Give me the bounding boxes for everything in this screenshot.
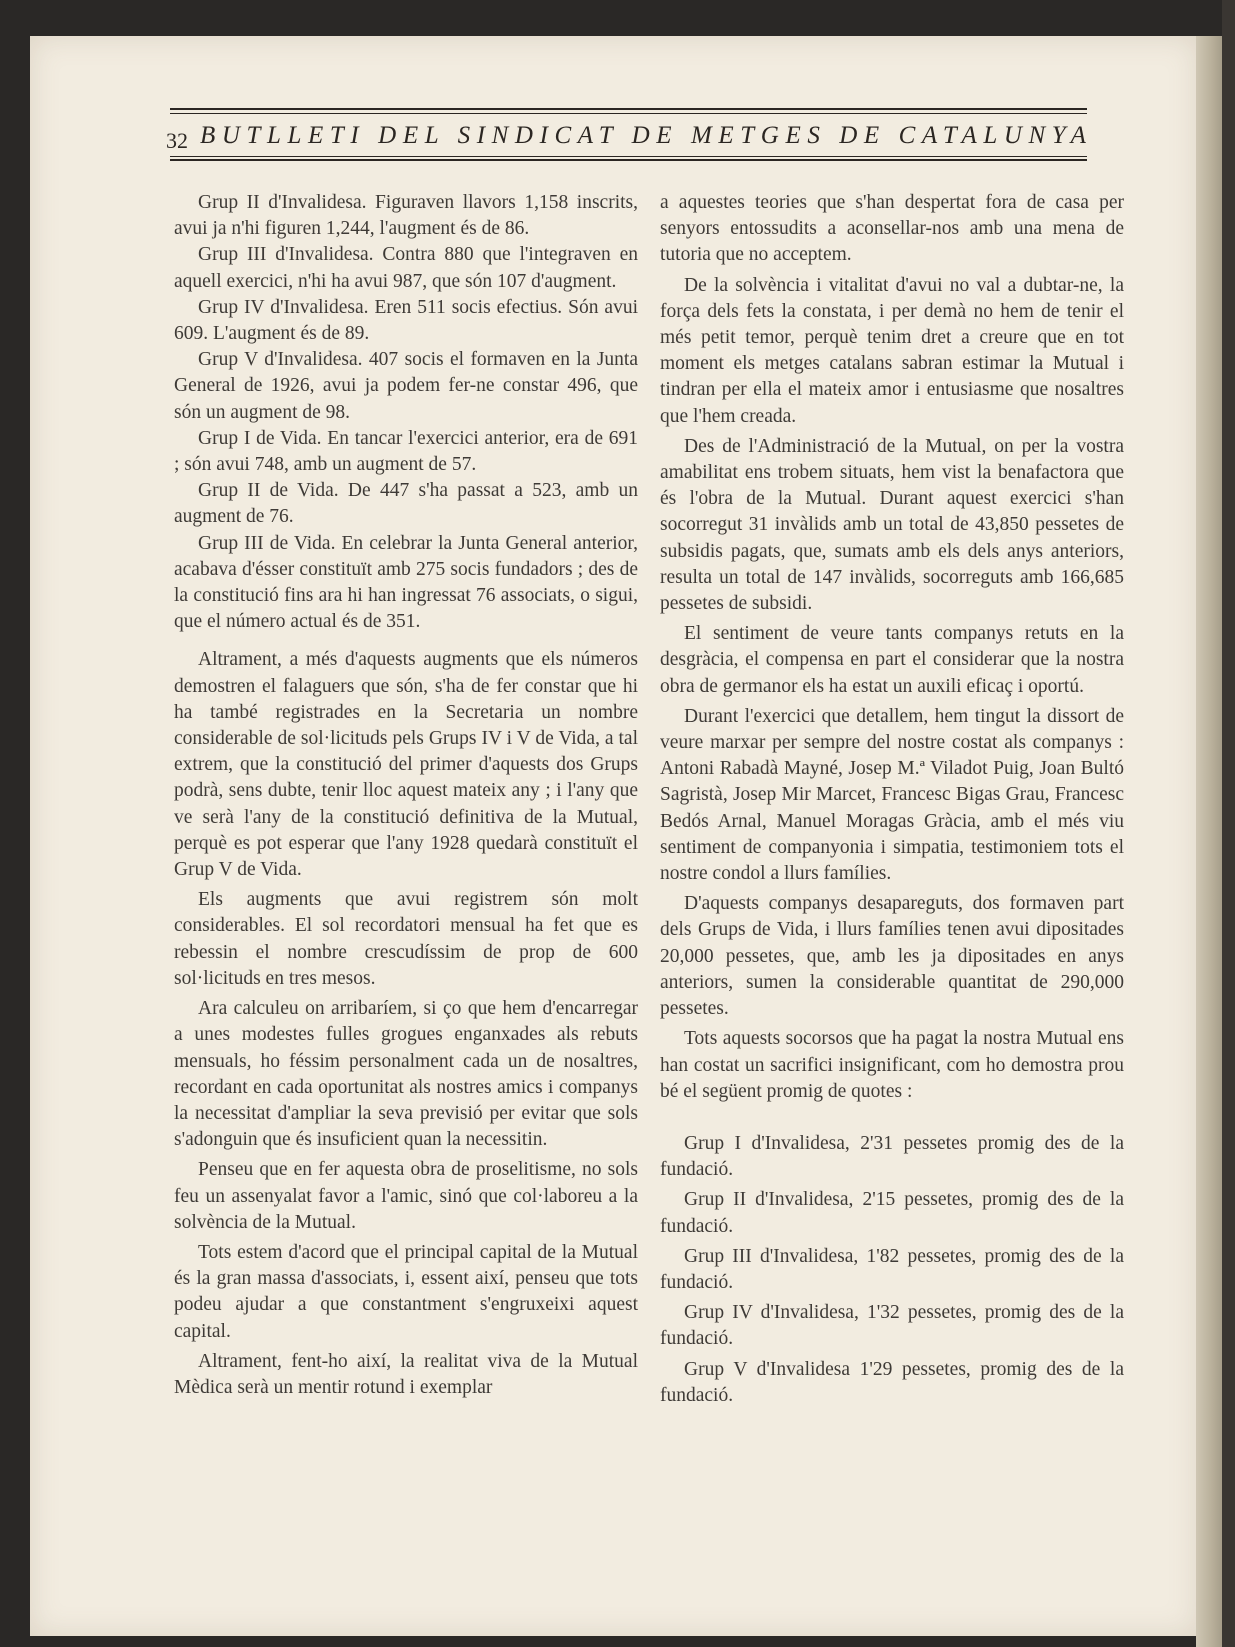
paragraph: Grup II de Vida. De 447 s'ha passat a 523, amb un augment de 76. [174, 480, 638, 528]
quota-item: Grup II d'Invalidesa, 2'15 pessetes, promig des de la fundació. [660, 1189, 1124, 1237]
header-rule-top-thin [170, 113, 1087, 114]
paragraph: Tots estem d'acord que el principal capital de la Mutual és la gran massa d'associats, i, essent així, penseu que tots podeu ajudar a que constantment s'engruxeixi aquest capital. [174, 1241, 638, 1342]
paragraph: Penseu que en fer aquesta obra de proselitisme, no sols feu un assenyalat favor a l'amic, sinó que col·laboreu a la solvència de la Mutual. [174, 1159, 638, 1233]
header-rule-bottom [170, 159, 1087, 161]
quota-item: Grup I d'Invalidesa, 2'31 pessetes promig des de la fundació. [660, 1132, 1124, 1181]
paragraph: Des de l'Administració de la Mutual, on per la vostra amabilitat ens trobem situats, hem vist la benafactora que és l'obra de la Mutual. Durant aquest exercici s'han socorregut 31 invàlids amb un total de 43,850 pessetes de subsidis pagats, que, sumats amb els dels anys anteriors, resulta un total de 147 invàlids, socorreguts amb 166,685 pessetes de subsidi. [660, 435, 1124, 615]
paragraph: Grup IV d'Invalidesa. Eren 511 socis efectius. Són avui 609. L'augment és de 89. [174, 296, 638, 345]
quota-item: Grup IV d'Invalidesa, 1'32 pessetes, promig des de la fundació. [660, 1302, 1124, 1350]
paragraph: Els augments que avui registrem són molt considerables. El sol recordatori mensual ha fet que es rebessin el nombre crescudíssim de prop de 600 sol·licituds en tres mesos. [174, 889, 638, 989]
paragraph-continued: a aquestes teories que s'han despertat fora de casa per senyors entossudits a aconsellar-nos amb una mena de tutoria que no acceptem. [660, 192, 1124, 266]
paragraph: El sentiment de veure tants companys retuts en la desgràcia, el compensa en part el considerar que la nostra obra de germanor els ha estat un auxili eficaç i oportú. [660, 623, 1124, 697]
quota-item: Grup V d'Invalidesa 1'29 pessetes, promig des de la fundació. [660, 1358, 1124, 1406]
paragraph: D'aquests companys desapareguts, dos formaven part dels Grups de Vida, i llurs famílies tenen avui dipositades 20,000 pessetes, que, amb les ja dipositades en anys anteriors, sumen la considerable quantitat de 290,000 pessetes. [660, 893, 1124, 1020]
paragraph: Grup II d'Invalidesa. Figuraven llavors 1,158 inscrits, avui ja n'hi figuren 1,244, l'augment és de 86. [174, 192, 638, 240]
journal-title: BUTLLETI DEL SINDICAT DE METGES DE CATALUNYA [200, 122, 1093, 149]
paragraph: Tots aquests socorsos que ha pagat la nostra Mutual ens han costat un sacrifici insignificant, com ho demostra prou bé el següent promig de quotes : [660, 1028, 1124, 1102]
paragraph: De la solvència i vitalitat d'avui no val a dubtar-ne, la força dels fets la constata, i per demà no hem de tenir el més petit temor, perquè tenim dret a creure que en tot moment els metges catalans sabran estimar la Mutual i tindran per ella el mateix amor i entusiasme que nosaltres que l'hem creada. [660, 274, 1124, 427]
header-rule-top [170, 108, 1087, 110]
paragraph: Altrament, fent-ho així, la realitat viva de la Mutual Mèdica serà un mentir rotund i exemplar [174, 1350, 638, 1398]
paragraph: Grup I de Vida. En tancar l'exercici anterior, era de 691 ; són avui 748, amb un augment de 57. [174, 427, 638, 476]
paragraph: Grup V d'Invalidesa. 407 socis el formaven en la Junta General de 1926, avui ja podem fer-ne constar 496, que són un augment de 98. [174, 349, 638, 423]
left-column [174, 190, 638, 1401]
page-number: 32 [166, 128, 188, 153]
paragraph: Ara calculeu on arribaríem, si ço que hem d'encarregar a unes modestes fulles grogues enganxades als rebuts mensuals, ho féssim personalment cada un de nosaltres, recordant en cada oportunitat als nostres amics i companys la necessitat d'ampliar la seva previsió per evitar que sols s'adonguin que és insuficient quan la necessitin. [174, 998, 638, 1151]
paragraph: Altrament, a més d'aquests augments que els números demostren el falaguers que són, s'ha de fer constar que hi ha també registrades en la Secretaria un nombre considerable de sol·licituds pels Grups IV i V de Vida, a tal extrem, que la constitució del primer d'aquests dos Grups podrà, sens dubte, tenir lloc aquest mateix any ; i l'any que ve serà l'any de la constitució definitiva de la Mutual, perquè es pot esperar que l'any 1928 quedarà constituït el Grup V de Vida. [174, 649, 638, 881]
quota-item: Grup III d'Invalidesa, 1'82 pessetes, promig des de la fundació. [660, 1245, 1124, 1293]
right-column [660, 190, 1124, 1409]
paragraph: Durant l'exercici que detallem, hem tingut la dissort de veure marxar per sempre del nostre costat als companys : Antoni Rabadà Mayné, Josep M.ª Viladot Puig, Joan Bultó Sagristà, Josep Mir Marcet, Francesc Bigas Grau, Francesc Bedós Arnal, Manuel Moragas Gràcia, amb el més viu sentiment de companyonia i simpatia, testimoniem tots el nostre condol a llurs famílies. [660, 705, 1124, 885]
paragraph: Grup III de Vida. En celebrar la Junta General anterior, acabava d'ésser constituït amb 275 socis fundadors ; des de la constitució fins ara hi han ingressat 76 associats, o sigui, que el número actual és de 351. [174, 532, 638, 633]
paragraph: Grup III d'Invalidesa. Contra 880 que l'integraven en aquell exercici, n'hi ha avui 987, que són 107 d'augment. [174, 244, 638, 292]
header-rule-bottom-thin [170, 156, 1087, 157]
running-header [166, 108, 1093, 164]
scan-border [1222, 0, 1235, 1647]
